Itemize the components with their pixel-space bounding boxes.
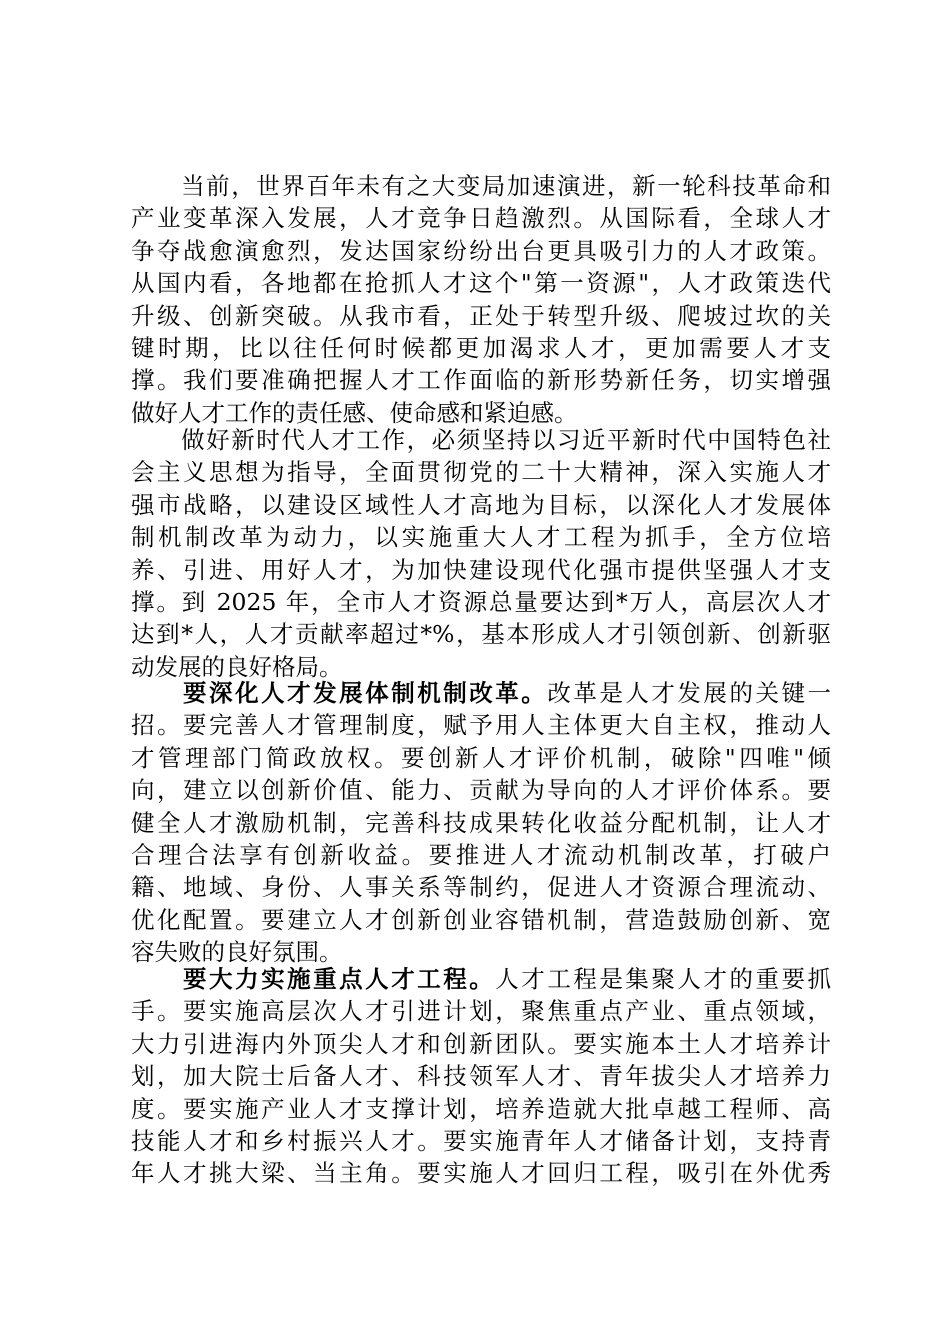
paragraph-line: 养、引进、用好人才，为加快建设现代化强市提供坚强人才支 [131, 555, 831, 584]
paragraph-line: 制机制改革为动力，以实施重大人才工程为抓手，全方位培 [131, 523, 831, 552]
paragraph-line: 产业变革深入发展，人才竞争日趋激烈。从国际看，全球人才 [131, 204, 831, 233]
paragraph-line: 动发展的良好格局。 [131, 652, 343, 681]
paragraph-line: 手。要实施高层次人才引进计划，聚焦重点产业、重点领域， [131, 997, 831, 1026]
paragraph-line: 强市战略，以建设区域性人才高地为目标，以深化人才发展体 [131, 490, 831, 519]
paragraph-line: 升级、创新突破。从我市看，正处于转型升级、爬坡过坎的关 [131, 301, 831, 330]
paragraph-1 [131, 170, 831, 429]
paragraph-line: 年人才挑大梁、当主角。要实施人才回归工程，吸引在外优秀 [131, 1159, 831, 1188]
paragraph-line: 健全人才激励机制，完善科技成果转化收益分配机制，让人才 [131, 808, 831, 837]
paragraph-line: 才管理部门简政放权。要创新人才评价机制，破除"四唯"倾 [131, 743, 831, 772]
paragraph-line: 度。要实施产业人才支撑计划，培养造就大批卓越工程师、高 [131, 1094, 831, 1123]
section-heading: 要深化人才发展体制机制改革。 [131, 679, 548, 707]
paragraph-line: 会主义思想为指导，全面贯彻党的二十大精神，深入实施人才 [131, 458, 831, 487]
paragraph-line: 优化配置。要建立人才创新创业容错机制，营造鼓励创新、宽 [131, 905, 831, 934]
paragraph-line: 当前，世界百年未有之大变局加速演进，新一轮科技革命和 [131, 172, 831, 200]
paragraph-line: 合理合法享有创新收益。要推进人才流动机制改革，打破户 [131, 840, 831, 869]
paragraph-line: 籍、地域、身份、人事关系等制约，促进人才资源合理流动、 [131, 873, 831, 902]
paragraph-line: 做好新时代人才工作，必须坚持以习近平新时代中国特色社 [131, 426, 831, 454]
paragraph-line: 做好人才工作的责任感、使命感和紧迫感。 [131, 398, 578, 427]
paragraph-line: 向，建立以创新价值、能力、贡献为导向的人才评价体系。要 [131, 776, 831, 805]
paragraph-3 [131, 677, 831, 969]
section-heading: 要大力实施重点人才工程。 [131, 965, 496, 993]
paragraph-line [131, 677, 831, 709]
paragraph-line: 技能人才和乡村振兴人才。要实施青年人才储备计划，支持青 [131, 1126, 831, 1155]
paragraph-line: 容失败的良好氛围。 [131, 938, 343, 967]
paragraph-line: 键时期，比以往任何时候都更加渴求人才，更加需要人才支 [131, 333, 831, 362]
paragraph-line: 撑。到 2025 年，全市人才资源总量要达到*万人，高层次人才 [131, 587, 831, 616]
paragraph-line [131, 963, 831, 995]
paragraph-line: 撑。我们要准确把握人才工作面临的新形势新任务，切实增强 [131, 366, 831, 395]
paragraph-line: 争夺战愈演愈烈，发达国家纷纷出台更具吸引力的人才政策。 [131, 236, 831, 265]
paragraph-line-text: 改革是人才发展的关键一 [547, 679, 831, 707]
paragraph-line-text: 人才工程是集聚人才的重要抓 [495, 965, 831, 993]
paragraph-line: 达到*人，人才贡献率超过*%，基本形成人才引领创新、创新驱 [131, 620, 831, 649]
paragraph-line: 大力引进海内外顶尖人才和创新团队。要实施本土人才培养计 [131, 1029, 831, 1058]
paragraph-line: 从国内看，各地都在抢抓人才这个"第一资源"，人才政策迭代 [131, 269, 831, 298]
paragraph-line: 划，加大院士后备人才、科技领军人才、青年拔尖人才培养力 [131, 1062, 831, 1091]
paragraph-4 [131, 963, 831, 1190]
paragraph-2 [131, 424, 831, 683]
paragraph-line: 招。要完善人才管理制度，赋予用人主体更大自主权，推动人 [131, 711, 831, 740]
